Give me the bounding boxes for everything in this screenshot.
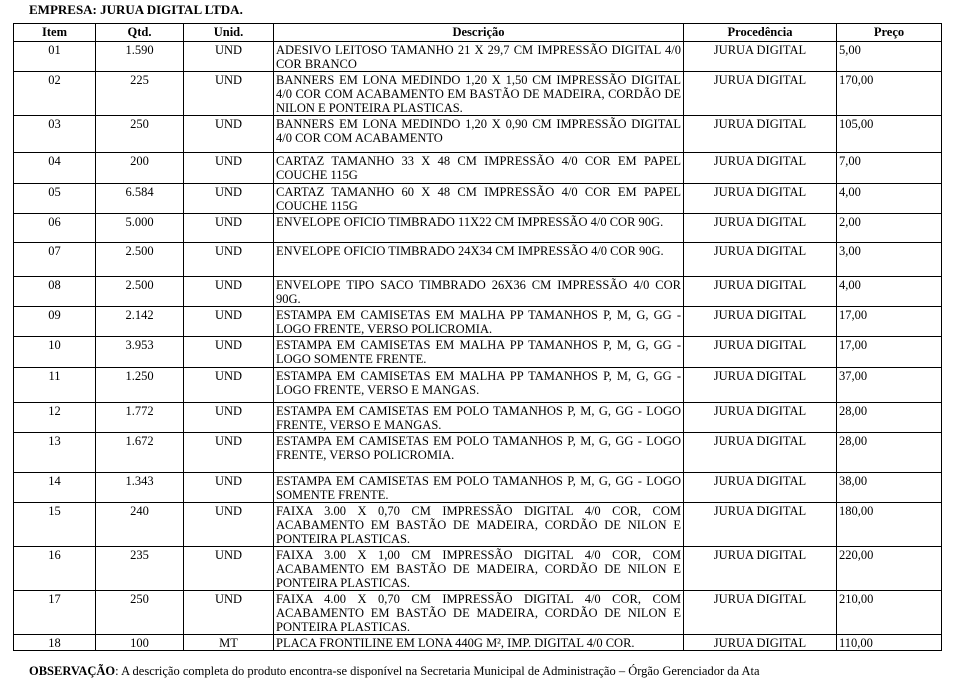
cell-descricao: CARTAZ TAMANHO 33 X 48 CM IMPRESSÃO 4/0 COR EM PAPEL COUCHE 115G bbox=[274, 153, 684, 184]
cell-unid: UND bbox=[184, 473, 274, 503]
table-header-row bbox=[14, 24, 942, 42]
cell-descricao: ESTAMPA EM CAMISETAS EM POLO TAMANHOS P, M, G, GG - LOGO SOMENTE FRENTE. bbox=[274, 473, 684, 503]
cell-descricao: BANNERS EM LONA MEDINDO 1,20 X 1,50 CM IMPRESSÃO DIGITAL 4/0 COR COM ACABAMENTO EM BASTÃO DE MADEIRA, CORDÃO DE NILON E PONTEIRA PLASTICAS. bbox=[274, 72, 684, 116]
cell-descricao: ENVELOPE TIPO SACO TIMBRADO 26X36 CM IMPRESSÃO 4/0 COR 90G. bbox=[274, 277, 684, 307]
cell-descricao: FAIXA 4.00 X 0,70 CM IMPRESSÃO DIGITAL 4/0 COR, COM ACABAMENTO EM BASTÃO DE MADEIRA, CORDÃO DE NILON E PONTEIRA PLASTICAS. bbox=[274, 591, 684, 635]
table-row bbox=[14, 42, 942, 72]
cell-item: 03 bbox=[14, 116, 96, 153]
cell-descricao: ENVELOPE OFICIO TIMBRADO 24X34 CM IMPRESSÃO 4/0 COR 90G. bbox=[274, 243, 684, 277]
cell-item: 04 bbox=[14, 153, 96, 184]
cell-qtd: 1.343 bbox=[96, 473, 184, 503]
cell-preco: 17,00 bbox=[837, 337, 942, 368]
company-label: EMPRESA: bbox=[29, 2, 97, 17]
cell-preco: 3,00 bbox=[837, 243, 942, 277]
cell-procedencia: JURUA DIGITAL bbox=[684, 591, 837, 635]
table-row bbox=[14, 214, 942, 243]
table-row bbox=[14, 368, 942, 403]
cell-preco: 105,00 bbox=[837, 116, 942, 153]
cell-procedencia: JURUA DIGITAL bbox=[684, 635, 837, 651]
cell-item: 16 bbox=[14, 547, 96, 591]
cell-qtd: 250 bbox=[96, 591, 184, 635]
cell-procedencia: JURUA DIGITAL bbox=[684, 307, 837, 337]
header-item: Item bbox=[14, 24, 96, 42]
cell-procedencia: JURUA DIGITAL bbox=[684, 116, 837, 153]
cell-preco: 28,00 bbox=[837, 433, 942, 473]
table-row bbox=[14, 337, 942, 368]
cell-qtd: 2.500 bbox=[96, 243, 184, 277]
cell-procedencia: JURUA DIGITAL bbox=[684, 72, 837, 116]
cell-unid: UND bbox=[184, 153, 274, 184]
cell-item: 12 bbox=[14, 403, 96, 433]
cell-qtd: 1.250 bbox=[96, 368, 184, 403]
cell-procedencia: JURUA DIGITAL bbox=[684, 184, 837, 214]
cell-unid: UND bbox=[184, 307, 274, 337]
cell-descricao: FAIXA 3.00 X 0,70 CM IMPRESSÃO DIGITAL 4/0 COR, COM ACABAMENTO EM BASTÃO DE MADEIRA, CORDÃO DE NILON E PONTEIRA PLASTICAS. bbox=[274, 503, 684, 547]
cell-item: 13 bbox=[14, 433, 96, 473]
cell-unid: UND bbox=[184, 547, 274, 591]
items-table bbox=[13, 23, 942, 651]
cell-procedencia: JURUA DIGITAL bbox=[684, 42, 837, 72]
table-row bbox=[14, 277, 942, 307]
cell-unid: UND bbox=[184, 403, 274, 433]
observation-label: OBSERVAÇÃO bbox=[29, 664, 116, 678]
cell-item: 06 bbox=[14, 214, 96, 243]
table-row bbox=[14, 72, 942, 116]
cell-qtd: 200 bbox=[96, 153, 184, 184]
table-row bbox=[14, 116, 942, 153]
table-row bbox=[14, 307, 942, 337]
observation-note bbox=[29, 664, 760, 679]
cell-qtd: 1.672 bbox=[96, 433, 184, 473]
cell-procedencia: JURUA DIGITAL bbox=[684, 433, 837, 473]
cell-qtd: 3.953 bbox=[96, 337, 184, 368]
table-row bbox=[14, 503, 942, 547]
cell-unid: MT bbox=[184, 635, 274, 651]
cell-procedencia: JURUA DIGITAL bbox=[684, 368, 837, 403]
table-body bbox=[14, 42, 942, 651]
cell-descricao: ESTAMPA EM CAMISETAS EM POLO TAMANHOS P, M, G, GG - LOGO FRENTE, VERSO POLICROMIA. bbox=[274, 433, 684, 473]
cell-item: 14 bbox=[14, 473, 96, 503]
cell-unid: UND bbox=[184, 591, 274, 635]
table-row bbox=[14, 184, 942, 214]
header-descricao: Descrição bbox=[274, 24, 684, 42]
cell-descricao: ESTAMPA EM CAMISETAS EM MALHA PP TAMANHOS P, M, G, GG - LOGO FRENTE, VERSO E MANGAS. bbox=[274, 368, 684, 403]
cell-qtd: 1.772 bbox=[96, 403, 184, 433]
cell-unid: UND bbox=[184, 42, 274, 72]
cell-preco: 7,00 bbox=[837, 153, 942, 184]
cell-descricao: ESTAMPA EM CAMISETAS EM MALHA PP TAMANHOS P, M, G, GG - LOGO SOMENTE FRENTE. bbox=[274, 337, 684, 368]
cell-descricao: PLACA FRONTILINE EM LONA 440G M², IMP. DIGITAL 4/0 COR. bbox=[274, 635, 684, 651]
company-header bbox=[29, 2, 243, 18]
cell-qtd: 250 bbox=[96, 116, 184, 153]
cell-preco: 210,00 bbox=[837, 591, 942, 635]
cell-preco: 37,00 bbox=[837, 368, 942, 403]
cell-qtd: 225 bbox=[96, 72, 184, 116]
cell-unid: UND bbox=[184, 116, 274, 153]
cell-unid: UND bbox=[184, 277, 274, 307]
cell-descricao: ENVELOPE OFICIO TIMBRADO 11X22 CM IMPRESSÃO 4/0 COR 90G. bbox=[274, 214, 684, 243]
cell-item: 11 bbox=[14, 368, 96, 403]
cell-procedencia: JURUA DIGITAL bbox=[684, 403, 837, 433]
cell-unid: UND bbox=[184, 368, 274, 403]
cell-preco: 170,00 bbox=[837, 72, 942, 116]
observation-text: : A descrição completa do produto encontra-se disponível na Secretaria Municipal de Administração – Órgão Gerenciador da Ata bbox=[115, 664, 760, 678]
cell-preco: 28,00 bbox=[837, 403, 942, 433]
cell-procedencia: JURUA DIGITAL bbox=[684, 473, 837, 503]
cell-unid: UND bbox=[184, 503, 274, 547]
table-row bbox=[14, 591, 942, 635]
cell-preco: 38,00 bbox=[837, 473, 942, 503]
cell-procedencia: JURUA DIGITAL bbox=[684, 214, 837, 243]
cell-preco: 17,00 bbox=[837, 307, 942, 337]
cell-qtd: 100 bbox=[96, 635, 184, 651]
cell-preco: 220,00 bbox=[837, 547, 942, 591]
cell-unid: UND bbox=[184, 433, 274, 473]
cell-item: 05 bbox=[14, 184, 96, 214]
table-row bbox=[14, 635, 942, 651]
cell-unid: UND bbox=[184, 337, 274, 368]
header-preco: Preço bbox=[837, 24, 942, 42]
cell-procedencia: JURUA DIGITAL bbox=[684, 153, 837, 184]
cell-item: 02 bbox=[14, 72, 96, 116]
table-row bbox=[14, 403, 942, 433]
cell-procedencia: JURUA DIGITAL bbox=[684, 547, 837, 591]
cell-qtd: 240 bbox=[96, 503, 184, 547]
cell-item: 10 bbox=[14, 337, 96, 368]
cell-qtd: 1.590 bbox=[96, 42, 184, 72]
cell-unid: UND bbox=[184, 214, 274, 243]
company-name: JURUA DIGITAL LTDA. bbox=[100, 2, 243, 17]
cell-unid: UND bbox=[184, 184, 274, 214]
cell-item: 07 bbox=[14, 243, 96, 277]
cell-qtd: 6.584 bbox=[96, 184, 184, 214]
header-unid: Unid. bbox=[184, 24, 274, 42]
table-row bbox=[14, 547, 942, 591]
cell-qtd: 2.500 bbox=[96, 277, 184, 307]
cell-procedencia: JURUA DIGITAL bbox=[684, 243, 837, 277]
cell-item: 15 bbox=[14, 503, 96, 547]
table-row bbox=[14, 433, 942, 473]
cell-item: 17 bbox=[14, 591, 96, 635]
header-qtd: Qtd. bbox=[96, 24, 184, 42]
cell-procedencia: JURUA DIGITAL bbox=[684, 277, 837, 307]
cell-preco: 4,00 bbox=[837, 277, 942, 307]
cell-preco: 4,00 bbox=[837, 184, 942, 214]
cell-preco: 110,00 bbox=[837, 635, 942, 651]
cell-qtd: 5.000 bbox=[96, 214, 184, 243]
cell-descricao: ESTAMPA EM CAMISETAS EM POLO TAMANHOS P, M, G, GG - LOGO FRENTE, VERSO E MANGAS. bbox=[274, 403, 684, 433]
cell-item: 08 bbox=[14, 277, 96, 307]
cell-descricao: ADESIVO LEITOSO TAMANHO 21 X 29,7 CM IMPRESSÃO DIGITAL 4/0 COR BRANCO bbox=[274, 42, 684, 72]
cell-descricao: CARTAZ TAMANHO 60 X 48 CM IMPRESSÃO 4/0 COR EM PAPEL COUCHE 115G bbox=[274, 184, 684, 214]
cell-preco: 180,00 bbox=[837, 503, 942, 547]
cell-preco: 2,00 bbox=[837, 214, 942, 243]
cell-item: 09 bbox=[14, 307, 96, 337]
cell-item: 01 bbox=[14, 42, 96, 72]
cell-descricao: ESTAMPA EM CAMISETAS EM MALHA PP TAMANHOS P, M, G, GG - LOGO FRENTE, VERSO POLICROMIA. bbox=[274, 307, 684, 337]
table-row bbox=[14, 153, 942, 184]
cell-item: 18 bbox=[14, 635, 96, 651]
cell-unid: UND bbox=[184, 72, 274, 116]
cell-procedencia: JURUA DIGITAL bbox=[684, 503, 837, 547]
header-procedencia: Procedência bbox=[684, 24, 837, 42]
cell-qtd: 235 bbox=[96, 547, 184, 591]
cell-descricao: BANNERS EM LONA MEDINDO 1,20 X 0,90 CM IMPRESSÃO DIGITAL 4/0 COR COM ACABAMENTO bbox=[274, 116, 684, 153]
cell-qtd: 2.142 bbox=[96, 307, 184, 337]
cell-unid: UND bbox=[184, 243, 274, 277]
table-row bbox=[14, 243, 942, 277]
table-row bbox=[14, 473, 942, 503]
cell-preco: 5,00 bbox=[837, 42, 942, 72]
cell-descricao: FAIXA 3.00 X 1,00 CM IMPRESSÃO DIGITAL 4/0 COR, COM ACABAMENTO EM BASTÃO DE MADEIRA, CORDÃO DE NILON E PONTEIRA PLASTICAS. bbox=[274, 547, 684, 591]
cell-procedencia: JURUA DIGITAL bbox=[684, 337, 837, 368]
